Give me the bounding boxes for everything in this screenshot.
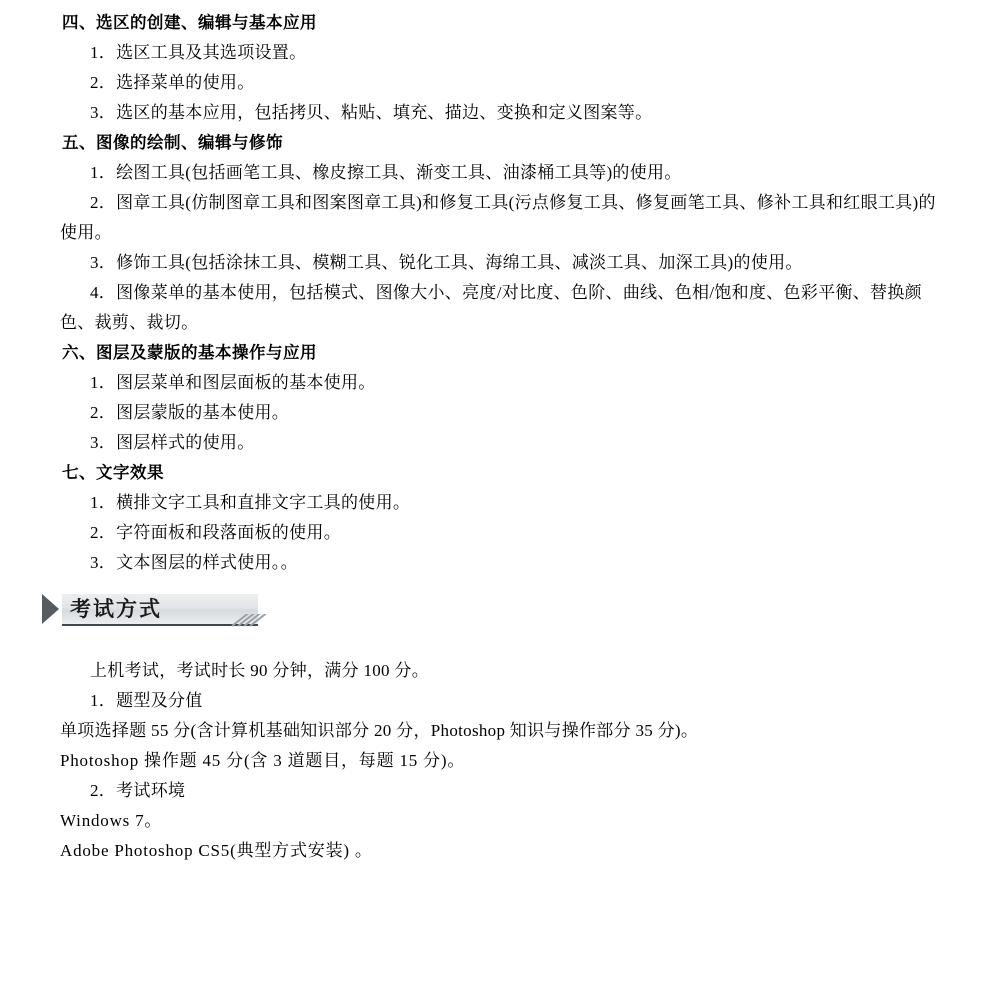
list-item: 2．选择菜单的使用。 — [90, 73, 255, 92]
exam-line: 单项选择题 55 分(含计算机基础知识部分 20 分，Photoshop 知识与操作部分 35 分)。 — [60, 721, 699, 740]
document-content — [60, 8, 950, 866]
list-item: 2．图层蒙版的基本使用。 — [90, 403, 290, 422]
section-five — [60, 128, 950, 338]
section-heading: 七、文字效果 — [62, 463, 164, 482]
exam-line: Adobe Photoshop CS5(典型方式安装) 。 — [60, 841, 373, 860]
section-heading: 四、选区的创建、编辑与基本应用 — [62, 13, 317, 32]
exam-line: 上机考试，考试时长 90 分钟，满分 100 分。 — [90, 661, 429, 680]
list-item: 2．图章工具(仿制图章工具和图案图章工具)和修复工具(污点修复工具、修复画笔工具、修补工具和红眼工具)的使用。 — [60, 193, 936, 242]
exam-line: 1．题型及分值 — [90, 691, 203, 710]
hatch-lines-icon — [230, 614, 270, 628]
list-item: 1．选区工具及其选项设置。 — [90, 43, 307, 62]
triangle-arrow-icon — [42, 594, 59, 624]
exam-method-body — [60, 656, 950, 866]
section-six — [60, 338, 950, 458]
section-heading: 六、图层及蒙版的基本操作与应用 — [62, 343, 317, 362]
section-banner — [60, 592, 950, 638]
exam-line: Photoshop 操作题 45 分(含 3 道题目，每题 15 分)。 — [60, 751, 466, 770]
section-four — [60, 8, 950, 128]
banner-title: 考试方式 — [70, 597, 162, 621]
list-item: 3．图层样式的使用。 — [90, 433, 255, 452]
exam-line: Windows 7。 — [60, 811, 163, 830]
section-seven — [60, 458, 950, 578]
list-item: 1．图层菜单和图层面板的基本使用。 — [90, 373, 376, 392]
list-item: 1．横排文字工具和直排文字工具的使用。 — [90, 493, 411, 512]
list-item: 3．修饰工具(包括涂抹工具、模糊工具、锐化工具、海绵工具、减淡工具、加深工具)的使用。 — [90, 253, 803, 272]
list-item: 4．图像菜单的基本使用，包括模式、图像大小、亮度/对比度、色阶、曲线、色相/饱和度、色彩平衡、替换颜色、裁剪、裁切。 — [60, 283, 922, 332]
section-heading: 五、图像的绘制、编辑与修饰 — [62, 133, 283, 152]
list-item: 2．字符面板和段落面板的使用。 — [90, 523, 341, 542]
exam-line: 2．考试环境 — [90, 781, 186, 800]
list-item: 3．选区的基本应用，包括拷贝、粘贴、填充、描边、变换和定义图案等。 — [90, 103, 653, 122]
list-item: 1．绘图工具(包括画笔工具、橡皮擦工具、渐变工具、油漆桶工具等)的使用。 — [90, 163, 682, 182]
list-item: 3．文本图层的样式使用。。 — [90, 553, 298, 572]
